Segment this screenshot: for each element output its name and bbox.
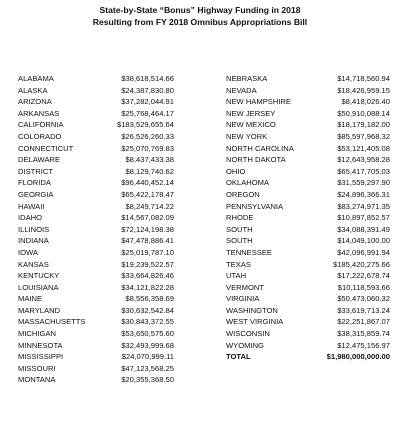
funding-amount: $83,274,971.35 xyxy=(337,201,390,211)
state-name: OHIO xyxy=(226,166,246,176)
state-name: MONTANA xyxy=(18,375,56,385)
state-name: MARYLAND xyxy=(18,305,61,315)
table-row xyxy=(226,143,390,155)
funding-amount: $24,387,830.80 xyxy=(121,85,174,95)
state-name: FLORIDA xyxy=(18,178,51,188)
funding-amount: $12,475,156.97 xyxy=(337,340,390,350)
state-name: MICHIGAN xyxy=(18,329,56,339)
state-name: KENTUCKY xyxy=(18,271,60,281)
funding-amount: $22,251,867.07 xyxy=(337,317,390,327)
funding-amount: $14,718,560.94 xyxy=(337,74,390,83)
funding-amount: $37,282,044.91 xyxy=(121,97,174,107)
funding-amount: $14,049,100.00 xyxy=(337,236,390,246)
funding-amount: $31,559,297.90 xyxy=(337,178,390,188)
table-row xyxy=(226,328,390,340)
funding-amount: $25,019,787.10 xyxy=(121,247,174,257)
state-name: NEW JERSEY xyxy=(226,108,276,118)
funding-amount: $10,118,593.66 xyxy=(337,282,390,292)
table-row xyxy=(18,201,174,213)
state-name: NEW MEXICO xyxy=(226,120,276,130)
state-name: MINNESOTA xyxy=(18,340,63,350)
state-name: TEXAS xyxy=(226,259,251,269)
funding-amount: $8,129,740.62 xyxy=(125,166,174,176)
table-row xyxy=(18,316,174,328)
funding-amount: $17,222,678.74 xyxy=(337,271,390,281)
state-name: CONNECTICUT xyxy=(18,143,74,153)
funding-amount: $47,478,886.41 xyxy=(121,236,174,246)
table-row xyxy=(226,177,390,189)
funding-amount: $30,843,372.55 xyxy=(121,317,174,327)
table-row xyxy=(18,177,174,189)
funding-amount: $72,124,198.38 xyxy=(121,224,174,234)
state-name: ARIZONA xyxy=(18,97,52,107)
funding-amount: $38,618,514.66 xyxy=(121,74,174,83)
funding-amount: $12,643,958.28 xyxy=(337,155,390,165)
funding-amount: $65,422,178.47 xyxy=(121,189,174,199)
total-amount: $1,980,000,000.00 xyxy=(326,352,390,362)
table-row xyxy=(226,108,390,120)
funding-amount: $53,650,575.60 xyxy=(121,329,174,339)
total-label: TOTAL xyxy=(226,352,251,362)
table-row xyxy=(226,293,390,305)
state-name: RHODE xyxy=(226,213,254,223)
state-name: COLORADO xyxy=(18,131,62,141)
state-name: IDAHO xyxy=(18,213,43,223)
table-row xyxy=(226,73,390,85)
table-row xyxy=(226,85,390,97)
table-row xyxy=(18,131,174,143)
funding-amount: $34,121,822.28 xyxy=(121,282,174,292)
funding-amount: $18,426,959.15 xyxy=(337,85,390,95)
state-name: SOUTH xyxy=(226,224,253,234)
state-name: ALASKA xyxy=(18,85,48,95)
table-row xyxy=(18,282,174,294)
table-row xyxy=(18,247,174,259)
state-name: WEST VIRGINIA xyxy=(226,317,284,327)
funding-amount: $53,121,405.08 xyxy=(337,143,390,153)
table-row xyxy=(18,363,174,375)
state-name: ALABAMA xyxy=(18,74,54,83)
funding-amount: $32,493,999.68 xyxy=(121,340,174,350)
funding-amount: $24,070,999.11 xyxy=(121,352,174,362)
table-row xyxy=(226,201,390,213)
state-name: UTAH xyxy=(226,271,247,281)
table-row xyxy=(18,119,174,131)
table-row xyxy=(18,235,174,247)
table-row xyxy=(18,328,174,340)
table-row xyxy=(18,108,174,120)
table-row xyxy=(18,305,174,317)
title-line-2: Resulting from FY 2018 Omnibus Appropriations Bill xyxy=(92,16,308,27)
table-row xyxy=(226,247,390,259)
funding-amount: $65,417,705.03 xyxy=(337,166,390,176)
funding-amount: $8,418,026.40 xyxy=(341,97,390,107)
state-name: NEBRASKA xyxy=(226,74,268,83)
table-row xyxy=(226,316,390,328)
table-row xyxy=(18,212,174,224)
funding-amount: $25,070,769.83 xyxy=(121,143,174,153)
state-name: WISCONSIN xyxy=(226,329,270,339)
table-row xyxy=(226,119,390,131)
state-name: MAINE xyxy=(18,294,43,304)
funding-amount: $8,437,433.38 xyxy=(125,155,174,165)
funding-amount: $47,123,568.25 xyxy=(121,363,174,373)
state-name: MASSACHUSETTS xyxy=(18,317,86,327)
funding-amount: $38,315,859.74 xyxy=(337,329,390,339)
document-title xyxy=(0,5,400,28)
funding-amount: $20,355,368.50 xyxy=(121,375,174,385)
table-row xyxy=(226,224,390,236)
table-row xyxy=(226,154,390,166)
table-row xyxy=(18,340,174,352)
state-name: GEORGIA xyxy=(18,189,54,199)
left-column-table xyxy=(18,73,174,386)
state-name: DISTRICT xyxy=(18,166,54,176)
funding-amount: $24,896,366.31 xyxy=(337,189,390,199)
table-row xyxy=(18,154,174,166)
table-row xyxy=(18,374,174,386)
funding-amount: $42,096,991.94 xyxy=(337,247,390,257)
table-row xyxy=(226,96,390,108)
state-name: LOUISIANA xyxy=(18,282,59,292)
state-name: KANSAS xyxy=(18,259,49,269)
table-row xyxy=(226,270,390,282)
table-row xyxy=(226,131,390,143)
table-row xyxy=(18,143,174,155)
table-row xyxy=(226,212,390,224)
funding-amount: $183,529,655.64 xyxy=(116,120,174,130)
table-row xyxy=(226,235,390,247)
funding-amount: $25,768,464.17 xyxy=(121,108,174,118)
state-name: NEVADA xyxy=(226,85,257,95)
funding-amount: $50,473,060.32 xyxy=(337,294,390,304)
table-row xyxy=(18,351,174,363)
state-name: NORTH DAKOTA xyxy=(226,155,286,165)
table-row xyxy=(18,293,174,305)
table-row xyxy=(18,270,174,282)
state-name: INDIANA xyxy=(18,236,49,246)
table-row xyxy=(226,259,390,271)
table-row xyxy=(226,166,390,178)
state-name: ILLINOIS xyxy=(18,224,50,234)
state-name: WASHINGTON xyxy=(226,305,278,315)
state-name: ARKANSAS xyxy=(18,108,60,118)
funding-amount: $10,897,852.57 xyxy=(337,213,390,223)
table-row xyxy=(226,282,390,294)
table-row xyxy=(18,73,174,85)
funding-amount: $8,249,714.22 xyxy=(125,201,174,211)
state-name: NEW HAMPSHIRE xyxy=(226,97,291,107)
table-row xyxy=(18,189,174,201)
state-name: CALIFORNIA xyxy=(18,120,64,130)
funding-amount: $8,556,358.69 xyxy=(125,294,174,304)
funding-amount: $30,632,542.84 xyxy=(121,305,174,315)
funding-amount: $19,239,522.57 xyxy=(121,259,174,269)
funding-amount: $33,664,826.46 xyxy=(121,271,174,281)
table-row xyxy=(226,305,390,317)
funding-amount: $34,088,391.49 xyxy=(337,224,390,234)
state-name: HAWAII xyxy=(18,201,45,211)
table-row xyxy=(18,224,174,236)
table-row xyxy=(226,189,390,201)
funding-amount: $26,526,260.33 xyxy=(121,131,174,141)
state-name: NEW YORK xyxy=(226,131,268,141)
state-name: MISSOURI xyxy=(18,363,56,373)
table-row xyxy=(18,96,174,108)
state-name: OKLAHOMA xyxy=(226,178,270,188)
state-name: MISSISSIPPI xyxy=(18,352,64,362)
right-column-table xyxy=(226,73,390,363)
funding-amount: $96,440,452.14 xyxy=(121,178,174,188)
state-name: SOUTH xyxy=(226,236,253,246)
total-row xyxy=(226,351,390,363)
state-name: PENNSYLVANIA xyxy=(226,201,284,211)
state-name: WYOMING xyxy=(226,340,264,350)
table-row xyxy=(18,259,174,271)
state-name: NORTH CAROLINA xyxy=(226,143,294,153)
state-name: VIRGINIA xyxy=(226,294,260,304)
state-name: OREGON xyxy=(226,189,260,199)
state-name: DELAWARE xyxy=(18,155,61,165)
state-name: IOWA xyxy=(18,247,38,257)
funding-amount: $50,910,088.14 xyxy=(337,108,390,118)
table-row xyxy=(18,166,174,178)
state-name: VERMONT xyxy=(226,282,264,292)
title-line-1: State-by-State “Bonus” Highway Funding in 2018 xyxy=(99,5,301,15)
state-name: TENNESSEE xyxy=(226,247,272,257)
funding-amount: $14,567,082.09 xyxy=(121,213,174,223)
funding-amount: $85,597,968.32 xyxy=(337,131,390,141)
funding-amount: $18,179,182.00 xyxy=(337,120,390,130)
table-row xyxy=(226,340,390,352)
funding-amount: $33,619,713.24 xyxy=(337,305,390,315)
table-row xyxy=(18,85,174,97)
funding-amount: $185,420,275.66 xyxy=(332,259,390,269)
